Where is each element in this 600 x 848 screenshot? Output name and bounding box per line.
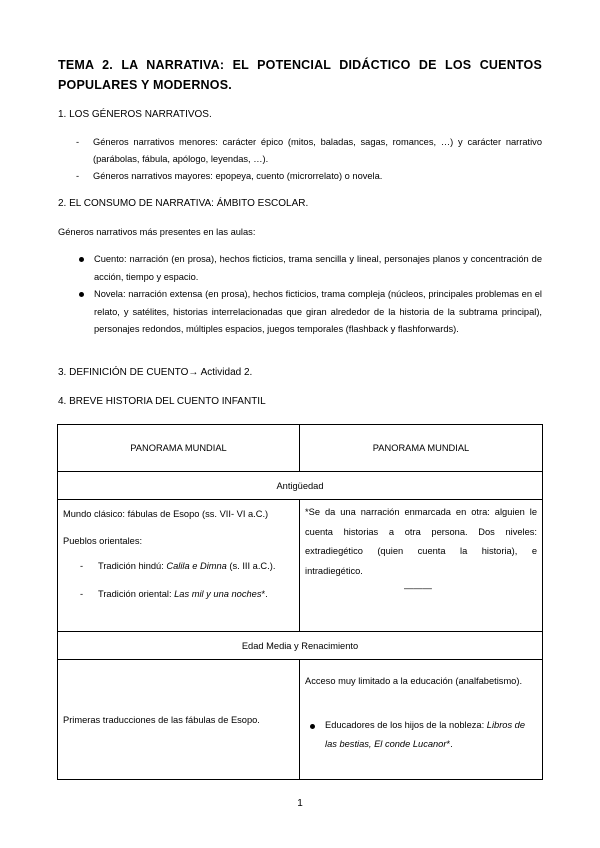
cell-text: Acceso muy limitado a la educación (analfabetismo). <box>305 676 523 686</box>
era-row-antiguedad: Antigüedad <box>58 472 543 500</box>
page-number: 1 <box>297 798 303 809</box>
cell-text: *Se da una narración enmarcada en otra: alguien le cuenta historias a otra persona. Dos niveles: extradiegético (quien cuenta la historia), e intradiegético. <box>305 507 537 576</box>
table-cell-left <box>58 500 300 632</box>
section-4-heading: 4. BREVE HISTORIA DEL CUENTO INFANTIL <box>58 396 266 407</box>
table-cell-right <box>300 660 543 780</box>
table-cell-right <box>300 500 543 632</box>
dash-marker: - <box>76 137 80 147</box>
section-3-heading: 3. DEFINICIÓN DE CUENTO→ Actividad 2. <box>58 367 253 378</box>
bullet-icon <box>310 724 315 729</box>
cell-line: Pueblos orientales: <box>63 536 143 546</box>
table-header-left: PANORAMA MUNDIAL <box>58 425 300 472</box>
bullet-icon <box>79 292 84 297</box>
cell-subitem: Tradición hindú: Calila e Dimna (s. III a.C.). <box>98 561 276 571</box>
era-row-edad-media: Edad Media y Renacimiento <box>58 632 543 660</box>
dash-marker: - <box>80 589 84 599</box>
bullet-icon <box>79 257 84 262</box>
dash-marker: - <box>76 171 80 181</box>
list-item: Cuento: narración (en prosa), hechos ficticios, trama sencilla y lineal, personajes planos y concentración de acción, tiempo y espacio. <box>94 254 542 282</box>
cell-subitem: Tradición oriental: Las mil y una noches*. <box>98 589 268 599</box>
cell-bullet: Educadores de los hijos de la nobleza: Libros de las bestias, El conde Lucanor*. <box>325 720 526 749</box>
history-table <box>57 424 543 780</box>
cell-line: Mundo clásico: fábulas de Esopo (ss. VII- VI a.C.) <box>63 509 269 519</box>
section-2-intro: Géneros narrativos más presentes en las aulas: <box>58 227 256 237</box>
page-title: TEMA 2. LA NARRATIVA: EL POTENCIAL DIDÁCTICO DE LOS CUENTOS POPULARES Y MODERNOS. <box>58 58 542 92</box>
table-cell-left: Primeras traducciones de las fábulas de Esopo. <box>58 660 300 780</box>
list-item: Novela: narración extensa (en prosa), hechos ficticios, trama compleja (núcleos, principales problemas en el relato, y satélites, historias interrelacionadas que giran alrededor de la historia de la subtrama principal), personajes redondos, múltiples espacios, juegos temporales (flashback y flashforwards). <box>94 289 542 334</box>
dash-marker: - <box>80 561 84 571</box>
list-item: Géneros narrativos mayores: epopeya, cuento (microrrelato) o novela. <box>93 171 383 181</box>
section-1-heading: 1. LOS GÉNEROS NARRATIVOS. <box>58 109 212 120</box>
list-item: Géneros narrativos menores: carácter épico (mitos, baladas, sagas, romances, …) y carácter narrativo (parábolas, fábula, apólogo, leyendas, …). <box>93 137 542 164</box>
table-header-right: PANORAMA MUNDIAL <box>300 425 543 472</box>
separator-rule: ——— <box>404 583 432 593</box>
section-2-heading: 2. EL CONSUMO DE NARRATIVA: ÁMBITO ESCOLAR. <box>58 198 309 209</box>
